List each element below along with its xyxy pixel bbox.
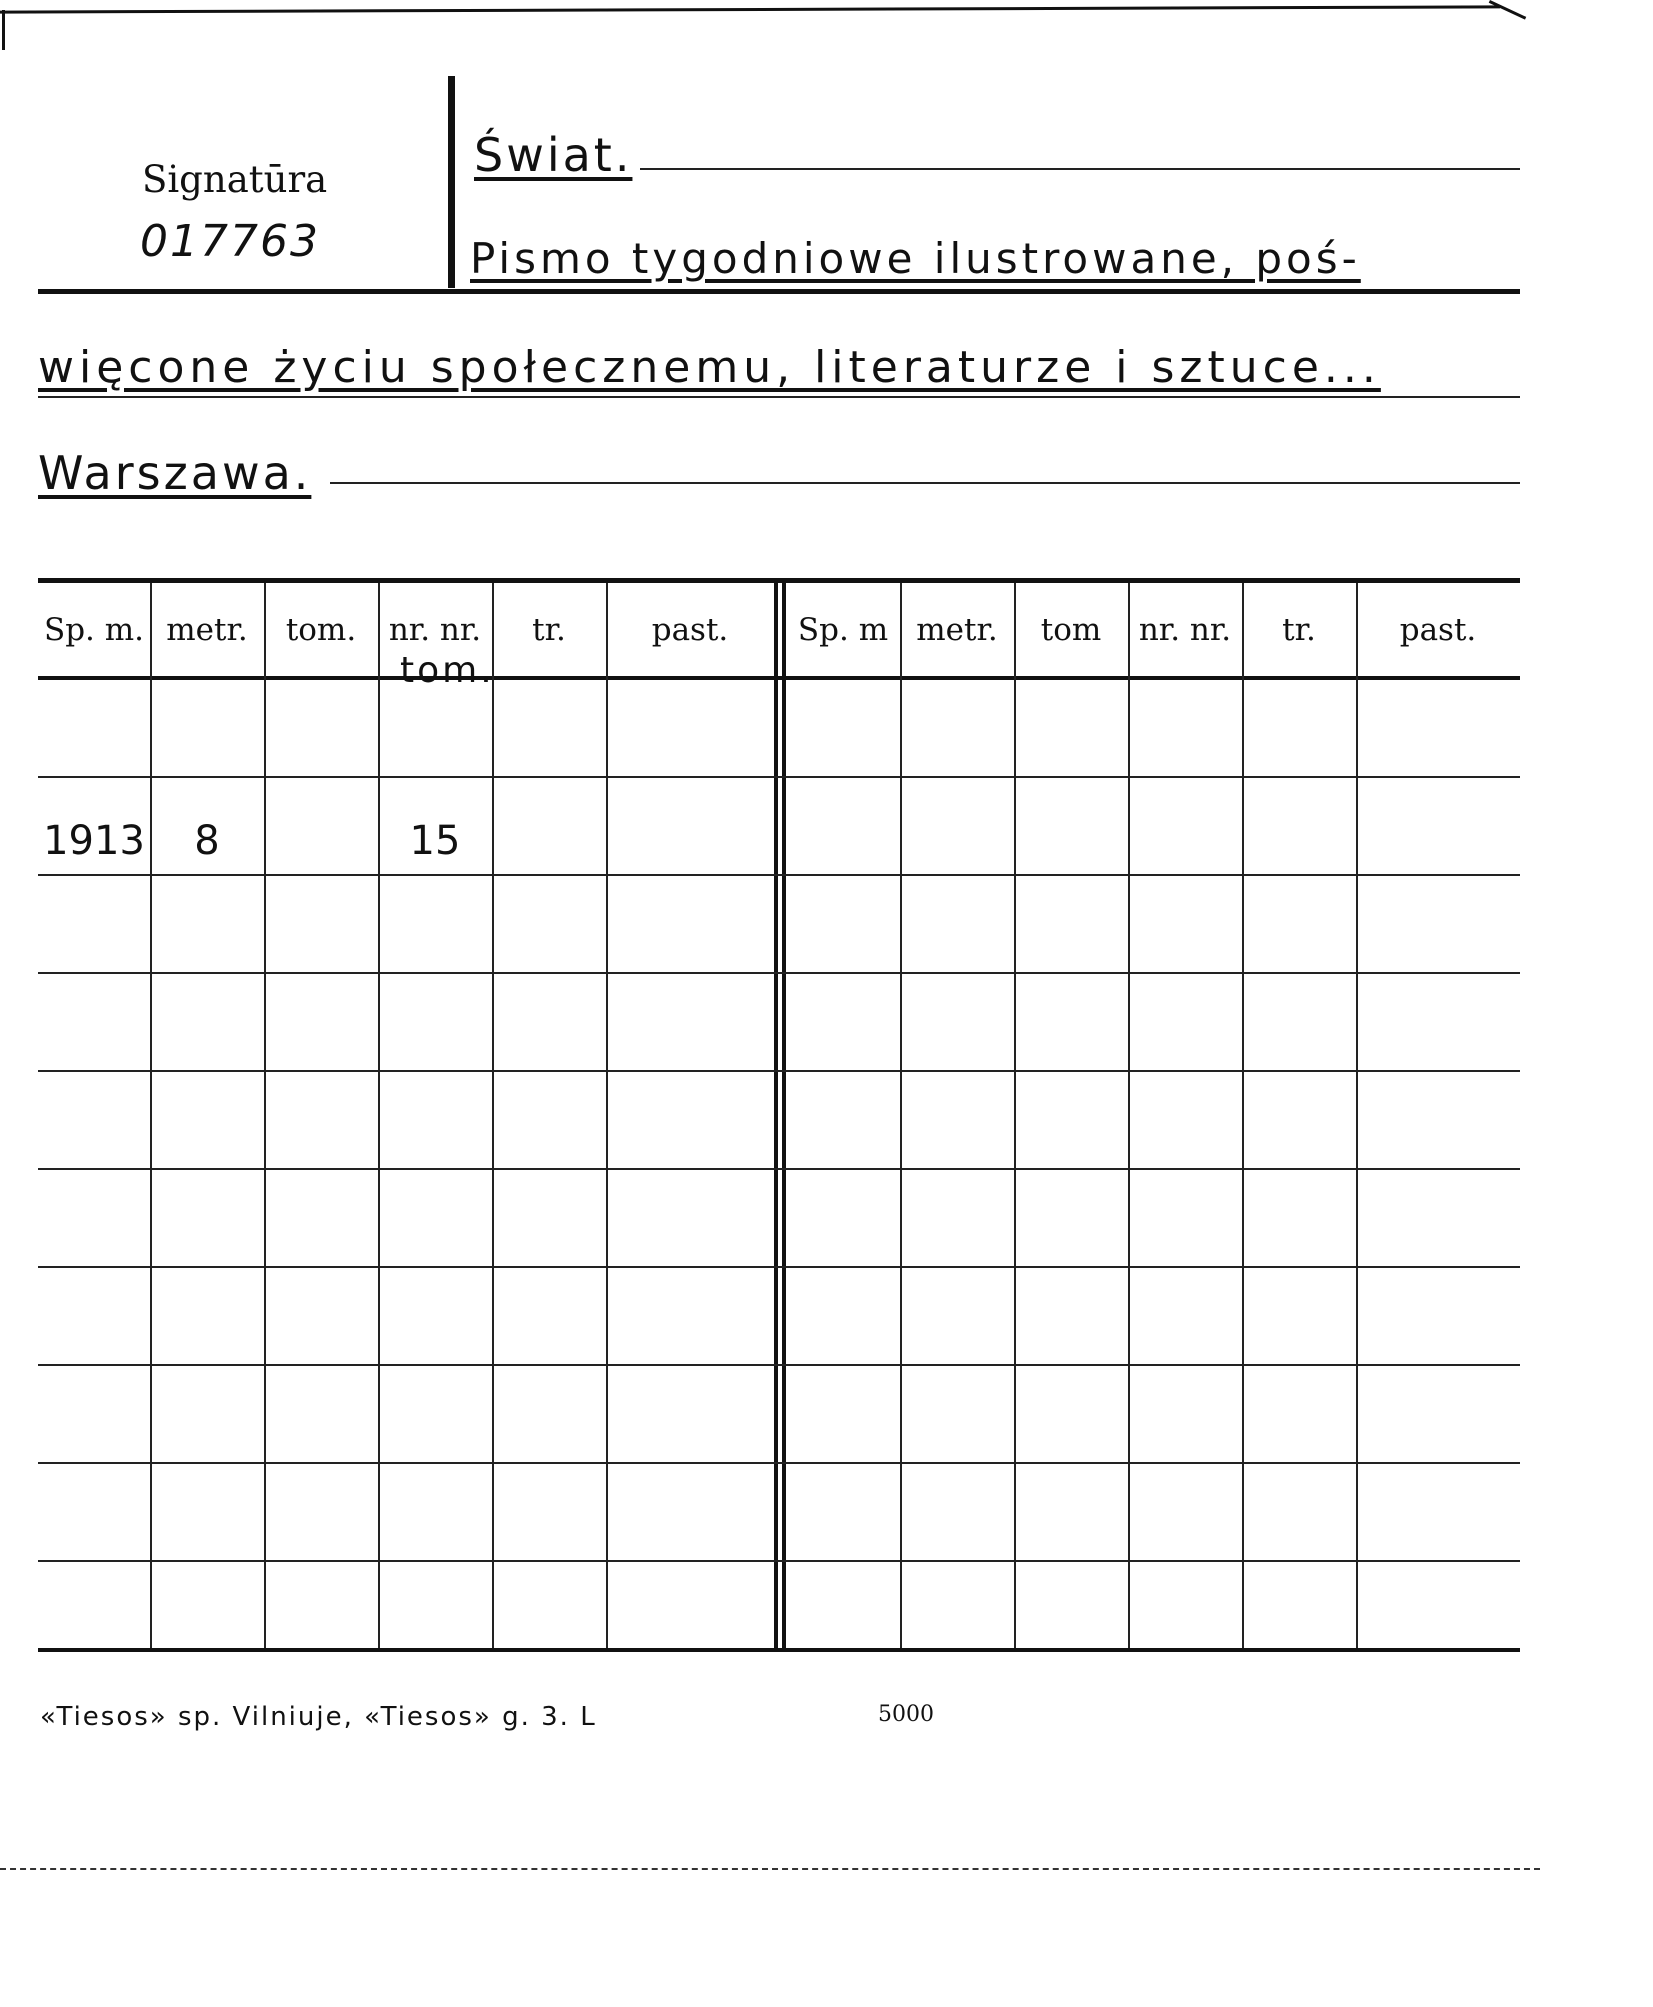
entry-sp-m: 1913 [43,818,145,864]
card-top-edge [0,5,1500,13]
table-divider [782,583,786,1648]
header-past-right: past. [1399,612,1477,648]
column-line [900,583,902,1648]
header-tom-right: tom [1040,612,1102,648]
record-line-1: Pismo tygodniowe ilustrowane, poś- [470,234,1361,283]
table-bottom-rule [38,1648,1520,1652]
signature-label: Signatūra [142,158,328,201]
table-row-line [38,1560,1520,1562]
table-divider [774,583,778,1648]
table-header-rule [38,676,1520,680]
signature-value: 017763 [140,216,320,267]
column-line [1014,583,1016,1648]
header-nr-nr-right: nr. nr. [1138,612,1232,648]
header-tom: tom. [285,612,357,648]
header-tr-right: tr. [1282,612,1316,648]
card-corner [1483,0,1526,32]
line-3-rule [330,482,1520,484]
header-metr-right: metr. [916,612,998,648]
title-rule [640,168,1520,170]
table-row-line [38,874,1520,876]
header-nr-nr: nr. nr. [388,612,482,648]
entry-metr: 8 [194,818,220,864]
column-line [1356,583,1358,1648]
print-run: 5000 [878,1702,934,1727]
table-row-line [38,1364,1520,1366]
signature-divider [448,76,455,288]
column-line [606,583,608,1648]
header-sp-m: Sp. m. [43,612,145,648]
signature-rule [38,289,1520,294]
holdings-table [38,578,1520,1652]
table-row-line [38,972,1520,974]
table-row-line [38,1168,1520,1170]
table-row-line [38,776,1520,778]
column-line [150,583,152,1648]
record-line-2: więcone życiu społecznemu, literaturze i sztuce... [38,342,1381,393]
header-tr: tr. [532,612,566,648]
table-row-line [38,1266,1520,1268]
header-handwritten-note: tom. [400,650,495,691]
table-row-line [38,1462,1520,1464]
table-top-rule [38,578,1520,583]
header-past: past. [651,612,729,648]
card-bottom-edge [0,1868,1540,1870]
table-row-line [38,1070,1520,1072]
record-title: Świat. [474,128,633,182]
column-line [1128,583,1130,1648]
column-line [264,583,266,1648]
entry-nr-nr: 15 [409,818,461,864]
record-line-3: Warszawa. [38,446,312,500]
printer-imprint: «Tiesos» sp. Vilniuje, «Tiesos» g. 3. L [40,1702,597,1732]
header-sp-m-right: Sp. m [797,612,889,648]
column-line [1242,583,1244,1648]
header-metr: metr. [166,612,248,648]
card-left-edge [2,10,5,50]
column-line [378,583,380,1648]
column-line [492,583,494,1648]
line-2-rule [38,396,1520,398]
